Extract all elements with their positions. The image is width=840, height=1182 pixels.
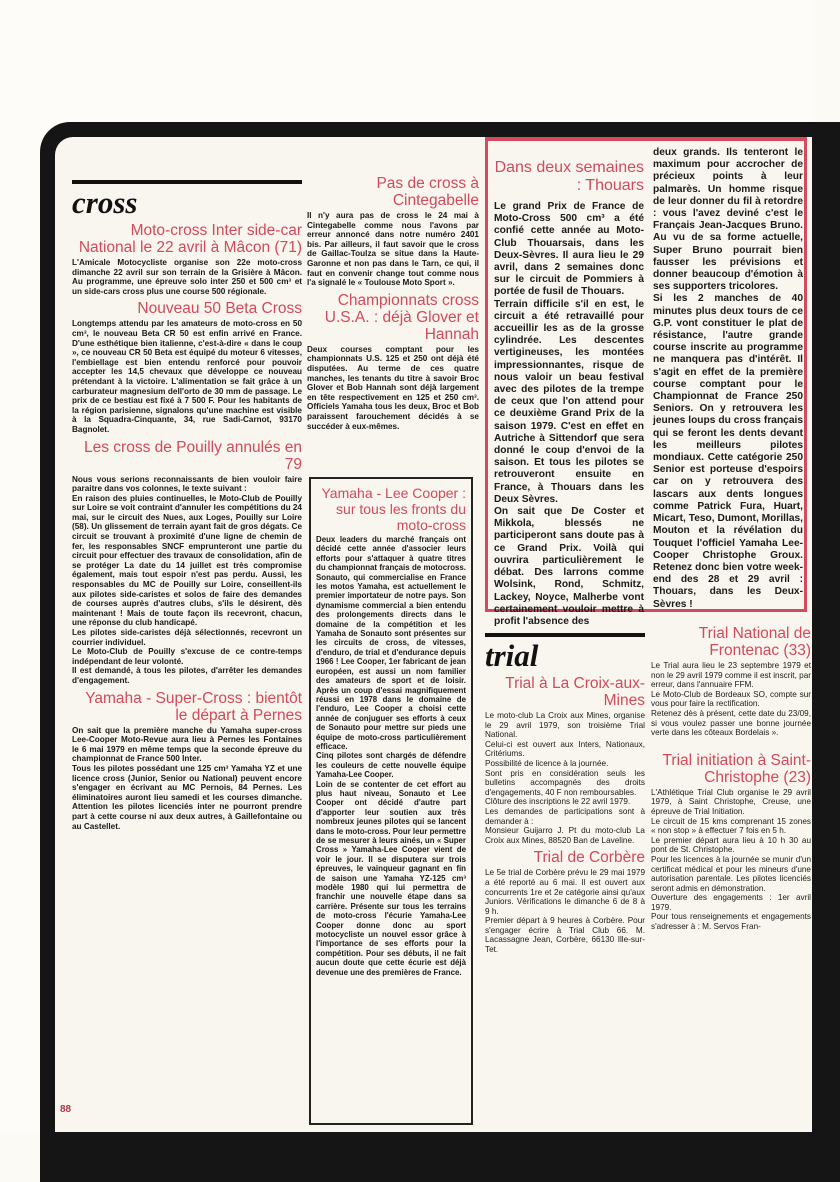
article-title: Moto-cross Inter side-car National le 22 avril à Mâcon (71)	[78, 222, 302, 256]
article-body: L'Amicale Motocycliste organise son 22e moto-cross dimanche 22 avril sur son terrain de la Grisière à Mâcon. Au programme, une épreuve solo inter 250 et 500 cm³ et un side-cars cross plus une course 500 régionale.	[72, 258, 305, 296]
section-rule	[72, 180, 302, 184]
article-body: Longtemps attendu par les amateurs de moto-cross en 50 cm³, le nouveau Beta CR 50 est enfin arrivé en France. D'une esthétique bien italienne, c'est-à-dire « dans le coup », ce nouveau CR 50 Beta est équipé du moteur 6 vitesses, l'embiellage est bien entendu renforcé pour pouvoir accepter les 14,5 chevaux que développe ce nouveau prétendant à la victoire. L'alimentation se fait grâce à un carburateur magnesium dell'orto de 30 mm de passage. Le prix de ce bestiau est fixé à 7 500 F. Pour les habitants de la région parisienne, signalons qu'une machine est visible à la Squadra-Cinquante, 34, rue Sadi-Carnot, 93170 Bagnolet.	[72, 319, 305, 434]
article-croix-aux-mines	[485, 675, 645, 845]
article-title: Trial à La Croix-aux-Mines	[505, 675, 645, 709]
article-pouilly	[72, 439, 302, 686]
article-body: On sait que la première manche du Yamaha super-cross Lee-Cooper Moto-Revue aura lieu à Pernes les Fontaines le 6 mai 1979 en même temps que la seconde épreuve du championnat de France 500 Inter. Tous les pilotes possédant une 125 cm³ Yamaha YZ et une licence cross (Junior, Senior ou National) peuvent encore s'engager en écrivant au MC Pernois, 84 Pernes. Les éliminatoires auront lieu samedi et les courses dimanche. Attention les pilotes licenciés inter ne pourront prendre part à cette course ni aux deux autres, à Gaillefontaine ou au Castellet.	[72, 725, 302, 831]
section-heading-cross: cross	[72, 185, 138, 220]
article-saint-christophe	[651, 752, 811, 932]
page-number: 88	[60, 1104, 72, 1115]
trial-left-column	[485, 625, 645, 955]
article-title: Trial de Corbère	[533, 849, 645, 867]
article-title: Dans deux semaines : Thouars	[494, 159, 644, 194]
column-3	[485, 137, 813, 1132]
article-body: L'Athlétique Trial Club organise le 29 avril 1979, à Saint Christophe, Creuse, une épreuve de Trial Initiation. Le circuit de 15 kms comprenant 15 zones « non stop » à effectuer 7 fois en 5 h. Le premier départ aura lieu à 10 h 30 au pont de St. Christophe. Pour les licences à la journée se munir d'un certificat médical et pour les mineurs d'une autorisation parentale. Les pilotes licenciés seront admis en démonstration. Ouverture des engagements : 1er avril 1979. Pour tous renseignements et engagements s'adresser à : M. Servos Fran-	[651, 787, 811, 932]
article-frontenac	[651, 625, 811, 738]
trial-right-column	[651, 625, 811, 932]
article-body: Le Trial aura lieu le 23 septembre 1979 et non le 29 avril 1979 comme il est inscrit, par erreur, dans l'annuaire FFM. Le Moto-Club de Bordeaux SO, compte sur vous pour faire la rectification. Retenez dès à présent, cette date du 23/09, si vous voulez passer une bonne journée verte dans les côteaux Bordelais ».	[651, 661, 811, 738]
article-corbere	[485, 849, 645, 954]
article-body: Il n'y aura pas de cross le 24 mai à Cintegabelle comme nous l'avons par erreur annoncé dans notre numéro 2401 bis. Par ailleurs, il faut savoir que le cross de Gaillac-Toulza se situe dans la Haute-Garonne et non pas dans le Tarn, ce qui, il faut en convenir change tout comme nous l'a signalé le « Toulouse Moto Sport ».	[307, 211, 482, 288]
article-body: Nous vous serions reconnaissants de bien vouloir faire paraitre dans vos colonnes, le texte suivant : En raison des pluies continuelles, le Moto-Club de Pouilly sur Loire se voit contraint d'annuler les compétitions du 24 mai, sur le circuit des Nues, aux Loges, Pouilly sur Loire (58). Un glissement de terrain ayant fait de gros dégats. Ce circuit se trouvant à proximité d'une ligne de chemin de fer, les responsables SNCF emprunteront une partie du circuit pour effectuer des travaux de consolidation, afin de se protéger La date du 14 juillet est très compromise également, mais tout espoir n'est pas perdu. Aussi, les responsables du MC de Pouilly sur Loire, conseillent-ils aux pilotes side-caristes et solos de faire des demandes de courses auprès d'autres clubs, s'ils le désirent, dès maintenant ! Mais de toute façon ils recevront, chacun, une réponse du club handicapé. Les pilotes side-caristes déjà sélectionnés, recevront un courrier individuel. Le Moto-Club de Pouilly s'excuse de ce contre-temps indépendant de leur volonté. Il est demandé, à tous les pilotes, d'arrêter les demandes d'engagement.	[72, 474, 302, 685]
article-body: Deux courses comptant pour les championnats U.S. 125 et 250 ont déjà été disputées. Au terme de ces quatre manches, les tenants du titre à savoir Broc Glover et Bob Hannah sont déjà largement en tête respectivement en 125 et 250 cm³. Officiels Yamaha tous les deux, Broc et Bob paraissent farouchement décidés à se succéder à eux-mêmes.	[307, 344, 482, 431]
article-cintegabelle	[307, 175, 482, 288]
article-usa	[307, 291, 482, 431]
article-title: Nouveau 50 Beta Cross	[137, 300, 302, 318]
article-title: Les cross de Pouilly annulés en 79	[84, 438, 302, 473]
article-body: Le 5e trial de Corbère prévu le 29 mai 1979 a été reporté au 6 mai. Il est ouvert aux concurrents 1re et 2e catégorie ainsi qu'aux Juniors. Vérifications le dimanche 6 de 8 à 9 h. Premier départ à 9 heures à Corbère. Pour s'engager écrire à Trial Club 66. M. Lacassagne Jean, Corbère, 66130 Ille-sur-Tet.	[485, 868, 645, 955]
section-rule	[485, 633, 645, 637]
article-body: deux grands. Ils tenteront le maximum pour accrocher de précieux points à leur palmarès. Un homme risque de leur donner du fil à retordre : vous l'avez deviné c'est le Français Jean-Jacques Bruno. Au vu de sa forme actuelle, Super Bruno pourrait bien fausser les prévisions et donner beaucoup d'émotion à ses supporters tricolores. Si les 2 manches de 40 minutes plus deux tours de ce G.P. vont constituer le plat de résistance, l'autre grande course inscrite au programme ne manquera pas d'intérêt. Il s'agit en effet de la première course comptant pour le Championnat de France 250 Seniors. On y retrouvera les jeunes loups du cross français qui se feront les dents devant les meilleurs pilotes mondiaux. Cette catégorie 250 Senior est porteuse d'espoirs car on y retrouvera des lascars aux dents longues comme Patrick Fura, Huart, Micart, Teso, Dumont, Morillas, Mouton et la révélation du Touquet l'officiel Yamaha Lee-Cooper Christophe Groux. Retenez donc bien votre week-end des 28 et 29 avril : Thouars, dans les Deux-Sèvres !	[653, 147, 803, 610]
column-1	[72, 137, 305, 1132]
article-body: Le grand Prix de France de Moto-Cross 500 cm³ a été confié cette année au Moto-Club Thouarsais, dans les Deux-Sèvres. Il aura lieu le 29 avril, dans 2 semaines donc sur le circuit de Pommiers à portée de fusil de Thouars. Terrain difficile s'il en est, le circuit a été retravaillé pour accueillir les as de la grosse cylindrée. Les descentes vertigineuses, les montées impressionnantes, risque de nous valoir un beau festival avec des pilotes de la trempe de ceux que l'on attend pour ce deuxième Grand Prix de la saison 1979. C'est en effet en Autriche à Sittendorf que sera donné le coup d'envoi de la saison. Et tous les pilotes se retrouveront ensuite en France, à Thouars dans les Deux Sèvres. On sait que De Coster et Mikkola, blessés ne participeront sans doute pas à ce Grand Prix. Voilà qui ouvrira particulièrement le débat. Des larrons comme Wolsink, Rond, Schmitz, Lackey, Noyce, Malherbe vont certainement vouloir mettre à profit l'absence des	[494, 201, 644, 627]
article-title: Yamaha - Lee Cooper : sur tous les fronts du moto-cross	[321, 485, 466, 533]
article-title: Championnats cross U.S.A. : déjà Glover et Hannah	[324, 291, 479, 343]
boxed-article-thouars	[485, 137, 807, 627]
article-title: Pas de cross à Cintegabelle	[376, 175, 479, 209]
column-2	[307, 137, 482, 1132]
article-title: Trial initiation à Saint-Christophe (23)	[662, 751, 811, 786]
boxed-article-yamaha-lee-cooper	[309, 477, 473, 1125]
thouars-left-column	[494, 147, 644, 628]
thouars-right-column	[653, 147, 803, 611]
article-title: Trial National de Frontenac (33)	[698, 625, 811, 659]
article-beta	[72, 300, 305, 434]
magazine-page	[55, 137, 812, 1132]
article-body: Le moto-club La Croix aux Mines, organise le 29 avril 1979, son troisième Trial National. Celui-ci est ouvert aux Inters, Nationaux, Critériums. Possibilité de licence à la journée. Sont pris en considération seuls les bulletins accompagnés des droits d'engagements, 40 F non remboursables. Clôture des inscriptions le 22 avril 1979. Les demandes de participations sont à demander à : Monsieur Guijarro J. Pt du moto-club La Croix aux Mines, 88520 Ban de Laveline.	[485, 711, 645, 845]
article-body: Deux leaders du marché français ont décidé cette année d'associer leurs efforts pour s'attaquer à quatre titres du championnat français de motocross. Sonauto, qui commercialise en France les motos Yamaha, est actuellement le premier importateur de notre pays. Son dynamisme commercial a bien entendu des prolongements directs dans le domaine de la compétition et les Yamaha de Sonauto sont présentes sur les circuits de cross, de vitesses, d'enduro, de trial et d'endurance depuis 1966 ! Lee Cooper, 1er fabricant de jean européen, est aussi un nom familier des amateurs de sport et de loisir. Après un coup d'essai magnifiquement réussi en 1978 dans le domaine de l'enduro, Lee Cooper a choisi cette année de conjuguer ses efforts à ceux de Sonauto pour mettre sur pieds une équipe de moto-cross particulièrement efficace. Cinq pilotes sont chargés de défendre les couleurs de cette nouvelle équipe Yamaha-Lee Cooper. Loin de se contenter de cet effort au plus haut niveau, Sonauto et Lee Cooper ont décidé d'autre part d'apporter leur soutien aux très nombreux jeunes pilotes qui se lancent dans le moto-cross. Pour leur permettre de se mesurer à leurs ainés, un « Super Cross » Yamaha-Lee Cooper vient de voir le jour. Il se disputera sur trois épreuves, le vainqueur gagnant en fin de saison une Yamaha YZ-125 cm³ modèle 1980 qui lui permettra de franchir une nouvelle étape dans sa carrière. Présente sur tous les terrains de moto-cross l'écurie Yamaha-Lee Cooper donne donc au sport motocycliste un nouvel essor grâce à l'importance de ses efforts pour la compétition. Pour ses débuts, il ne fait aucun doute que cette écurie est déjà devenue une des premières de France.	[316, 535, 466, 977]
section-heading-trial: trial	[485, 638, 539, 673]
article-pernes	[72, 690, 302, 832]
article-title: Yamaha - Super-Cross : bientôt le départ à Pernes	[85, 689, 302, 724]
article-macon	[72, 222, 305, 296]
